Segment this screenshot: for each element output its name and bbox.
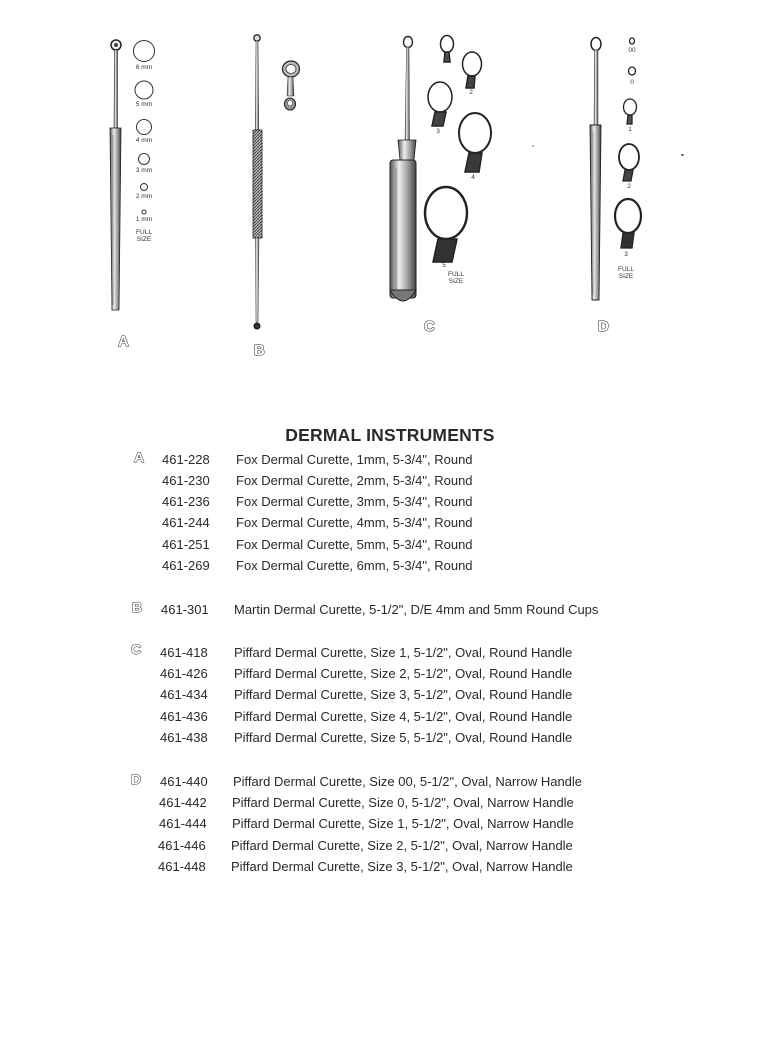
group-letter-b: B	[132, 599, 143, 615]
size-label: 4 mm	[135, 137, 153, 144]
item-description: Piffard Dermal Curette, Size 00, 5-1/2", Oval, Narrow Handle	[233, 774, 583, 789]
size-label: 3	[436, 128, 440, 135]
full-size-label: FULL SIZE	[448, 271, 464, 285]
instrument-a-drawing	[110, 40, 121, 310]
item-description: Piffard Dermal Curette, Size 5, 5-1/2", Oval, Round Handle	[234, 730, 573, 745]
figure-letter-c: C	[424, 318, 435, 335]
size-label: 6 mm	[135, 64, 153, 71]
size-label: 3	[624, 251, 628, 258]
item-code: 461-444	[159, 816, 207, 831]
item-code: 461-244	[162, 515, 210, 530]
item-code: 461-446	[158, 838, 206, 853]
item-description: Fox Dermal Curette, 6mm, 5-3/4", Round	[236, 558, 473, 573]
group-letter-c: C	[131, 641, 142, 657]
item-description: Fox Dermal Curette, 5mm, 5-3/4", Round	[236, 537, 473, 552]
instrument-d-loops	[615, 38, 641, 248]
item-code: 461-434	[160, 687, 208, 702]
size-label: 0	[630, 79, 634, 86]
item-code: 461-228	[162, 452, 210, 467]
figure-letter-a: A	[118, 333, 129, 350]
item-code: 461-438	[160, 730, 208, 745]
size-label: 5	[442, 262, 446, 269]
group-letter-a: A	[134, 449, 145, 465]
group-letter-d: D	[131, 771, 142, 787]
size-label: 2 mm	[135, 193, 153, 200]
instrument-b-drawing	[253, 35, 300, 329]
item-description: Piffard Dermal Curette, Size 2, 5-1/2", Oval, Narrow Handle	[231, 838, 573, 853]
size-label: 2	[627, 183, 631, 190]
item-code: 461-440	[160, 774, 208, 789]
instrument-drawings	[0, 0, 780, 380]
item-code: 461-448	[158, 859, 206, 874]
full-size-label: FULL SIZE	[136, 229, 152, 243]
item-code: 461-230	[162, 473, 210, 488]
item-code: 461-236	[162, 494, 210, 509]
item-description: Piffard Dermal Curette, Size 1, 5-1/2", Oval, Narrow Handle	[232, 816, 574, 831]
size-label: 1	[445, 55, 449, 62]
instrument-c-loops	[425, 36, 491, 263]
size-label: 3 mm	[135, 167, 153, 174]
item-description: Fox Dermal Curette, 3mm, 5-3/4", Round	[236, 494, 473, 509]
item-description: Fox Dermal Curette, 2mm, 5-3/4", Round	[236, 473, 473, 488]
size-label: 1	[628, 126, 632, 133]
item-description: Fox Dermal Curette, 4mm, 5-3/4", Round	[236, 515, 473, 530]
item-description: Piffard Dermal Curette, Size 1, 5-1/2", Oval, Round Handle	[234, 645, 573, 660]
figure-letter-b: B	[254, 342, 265, 359]
item-code: 461-418	[160, 645, 208, 660]
item-code: 461-436	[160, 709, 208, 724]
full-size-label: FULL SIZE	[618, 266, 634, 280]
instrument-d-drawing	[590, 38, 601, 301]
size-label: 1 mm	[135, 216, 153, 223]
item-description: Piffard Dermal Curette, Size 3, 5-1/2", Oval, Round Handle	[234, 687, 573, 702]
size-label: 5 mm	[135, 101, 153, 108]
item-description: Piffard Dermal Curette, Size 4, 5-1/2", Oval, Round Handle	[234, 709, 573, 724]
item-code: 461-301	[161, 602, 209, 617]
item-description: Fox Dermal Curette, 1mm, 5-3/4", Round	[236, 452, 473, 467]
item-code: 461-269	[162, 558, 210, 573]
catalog-title: DERMAL INSTRUMENTS	[285, 425, 495, 445]
size-label: 00	[628, 47, 636, 54]
instrument-illustrations	[0, 0, 780, 380]
item-code: 461-426	[160, 666, 208, 681]
item-description: Piffard Dermal Curette, Size 0, 5-1/2", Oval, Narrow Handle	[232, 795, 574, 810]
figure-letter-d: D	[598, 318, 609, 335]
size-label: 2	[469, 89, 473, 96]
instrument-c-drawing	[390, 37, 416, 302]
item-description: Piffard Dermal Curette, Size 3, 5-1/2", Oval, Narrow Handle	[231, 859, 573, 874]
item-description: Piffard Dermal Curette, Size 2, 5-1/2", Oval, Round Handle	[234, 666, 573, 681]
item-code: 461-442	[159, 795, 207, 810]
item-description: Martin Dermal Curette, 5-1/2", D/E 4mm and 5mm Round Cups	[234, 602, 599, 617]
size-label: 4	[471, 174, 475, 181]
item-code: 461-251	[162, 537, 210, 552]
